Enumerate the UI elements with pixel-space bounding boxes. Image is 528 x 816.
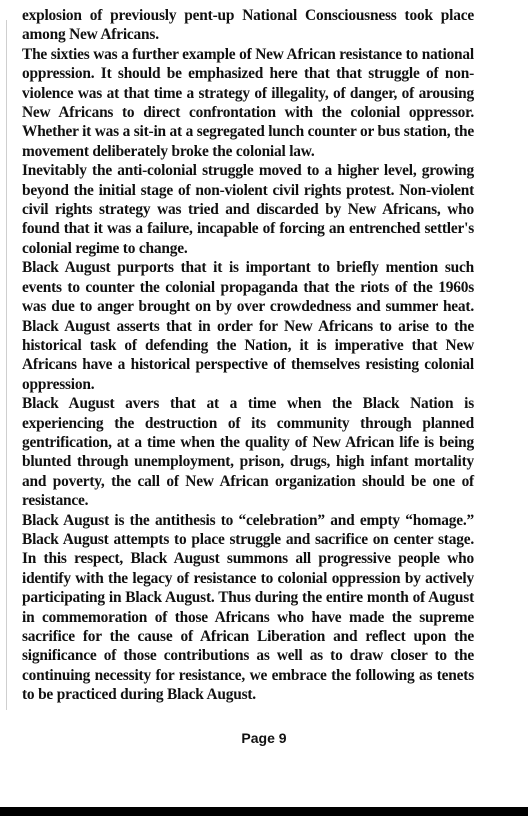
paragraph-5: Black August avers that at a time when the Black Nation is experiencing the destruction of its community through planned gentrification, at a time when the quality of New African life is being blunted through unemployment, prison, drugs, high infant mortality and poverty, the call of New African organization should be one of resistance.	[22, 395, 474, 510]
paragraph-2: The sixties was a further example of New African resistance to national oppression. It should be emphasized here that that struggle of non-violence was at that time a strategy of illegality, of danger, of arousing New Africans to direct confrontation with the colonial oppressor. Whether it was a sit-in at a segregated lunch counter or bus station, the movement deliberately broke the colonial law.	[22, 45, 474, 160]
margin-line	[6, 20, 7, 710]
bottom-scan-border	[0, 807, 528, 816]
page-number: Page 9	[241, 730, 287, 746]
paragraph-1: explosion of previously pent-up National Consciousness took place among New Africans.	[22, 7, 474, 44]
paragraph-4: Black August purports that it is important to briefly mention such events to counter the colonial propaganda that the riots of the 1960s was due to anger brought on by over crowdedness and summer heat. Black August asserts that in order for New Africans to arise to the historical task of defending the Nation, it is imperative that New Africans have a historical perspective of themselves resisting colonial oppression.	[22, 259, 474, 393]
paragraph-3: Inevitably the anti-colonial struggle moved to a higher level, growing beyond the initial stage of non-violent civil rights protest. Non-violent civil rights strategy was tried and discarded by New Africans, who found that it was a failure, incapable of forcing an entrenched settler's colonial regime to change.	[22, 162, 474, 257]
body-text	[22, 6, 474, 705]
paragraph-6: Black August is the antithesis to “celebration” and empty “homage.” Black August attempts to place struggle and sacrifice on center stage. In this respect, Black August summons all progressive people who identify with the legacy of resistance to colonial oppression by actively participating in Black August. Thus during the entire month of August in commemoration of those Africans who have made the supreme sacrifice for the cause of African Liberation and reflect upon the significance of those contributions as well as to draw closer to the continuing necessity for resistance, we embrace the following as tenets to be practiced during Black August.	[22, 511, 474, 704]
